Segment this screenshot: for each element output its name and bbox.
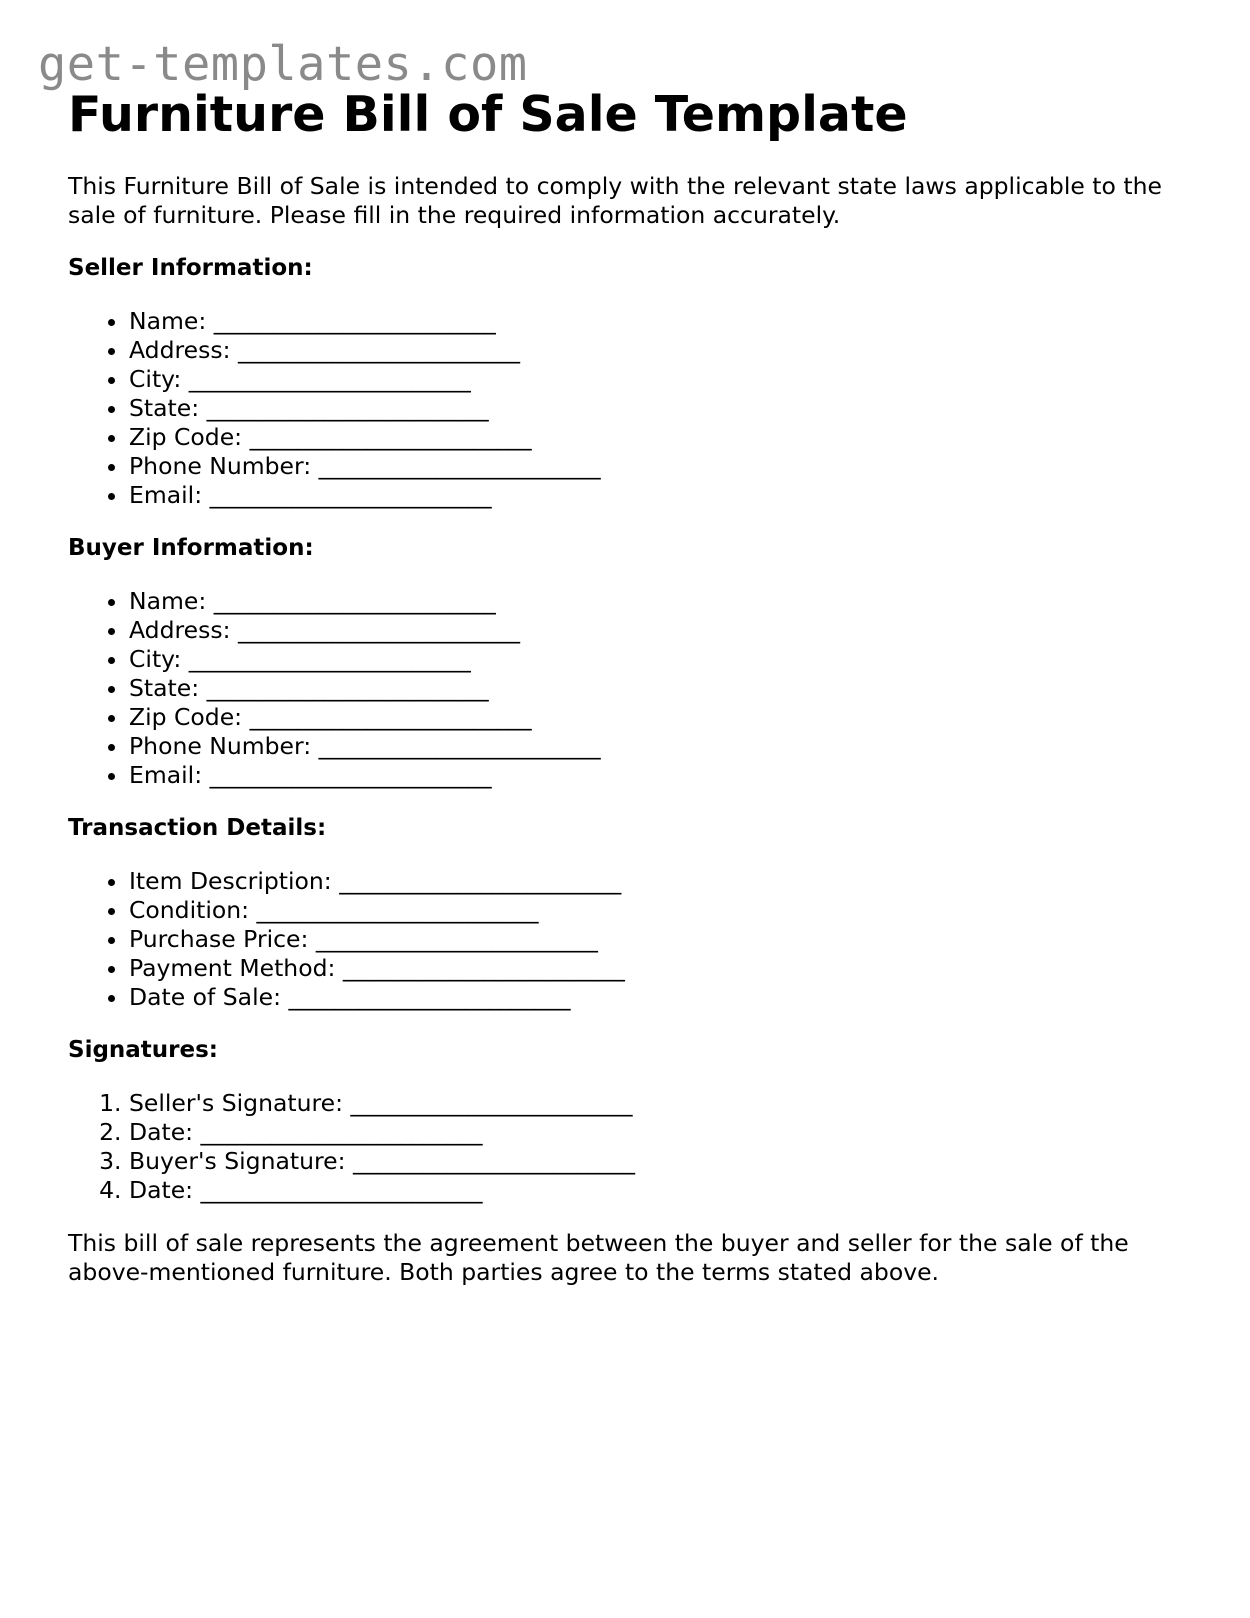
item-description-field: • Item Description: ________________________: [129, 867, 1198, 896]
buyer-list: [68, 587, 1198, 790]
seller-state-field: • State: ________________________: [129, 394, 1198, 423]
seller-date-field: 2. Date: ________________________: [129, 1118, 1198, 1147]
buyer-phone-field: • Phone Number: ________________________: [129, 732, 1198, 761]
payment-method-field: • Payment Method: ________________________: [129, 954, 1198, 983]
buyer-date-field: 4. Date: ________________________: [129, 1176, 1198, 1205]
date-of-sale-field: • Date of Sale: ________________________: [129, 983, 1198, 1012]
buyer-state-field: • State: ________________________: [129, 674, 1198, 703]
document-body: [68, 84, 1198, 1287]
seller-signature-field: 1. Seller's Signature: ________________________: [129, 1089, 1198, 1118]
condition-field: • Condition: ________________________: [129, 896, 1198, 925]
closing-paragraph: This bill of sale represents the agreement between the buyer and seller for the sale of the above-mentioned furniture. Both parties agree to the terms stated above.: [68, 1229, 1129, 1286]
seller-city-field: • City: ________________________: [129, 365, 1198, 394]
seller-address-field: • Address: ________________________: [129, 336, 1198, 365]
buyer-address-field: • Address: ________________________: [129, 616, 1198, 645]
seller-heading: Seller Information:: [68, 255, 313, 281]
buyer-name-field: • Name: ________________________: [129, 587, 1198, 616]
seller-name-field: • Name: ________________________: [129, 307, 1198, 336]
buyer-heading: Buyer Information:: [68, 535, 314, 561]
seller-phone-field: • Phone Number: ________________________: [129, 452, 1198, 481]
buyer-zip-field: • Zip Code: ________________________: [129, 703, 1198, 732]
transaction-heading: Transaction Details:: [68, 815, 327, 841]
signatures-list: [68, 1089, 1198, 1205]
intro-paragraph: This Furniture Bill of Sale is intended to comply with the relevant state laws applicable to the sale of furniture. Please fill in the required information accurately.: [68, 172, 1162, 229]
signatures-heading: Signatures:: [68, 1037, 219, 1063]
purchase-price-field: • Purchase Price: ________________________: [129, 925, 1198, 954]
watermark: get-templates.com: [38, 37, 528, 92]
transaction-list: [68, 867, 1198, 1012]
buyer-email-field: • Email: ________________________: [129, 761, 1198, 790]
buyer-signature-field: 3. Buyer's Signature: ________________________: [129, 1147, 1198, 1176]
seller-list: [68, 307, 1198, 510]
seller-email-field: • Email: ________________________: [129, 481, 1198, 510]
buyer-city-field: • City: ________________________: [129, 645, 1198, 674]
seller-zip-field: • Zip Code: ________________________: [129, 423, 1198, 452]
page-title: Furniture Bill of Sale Template: [68, 86, 908, 143]
